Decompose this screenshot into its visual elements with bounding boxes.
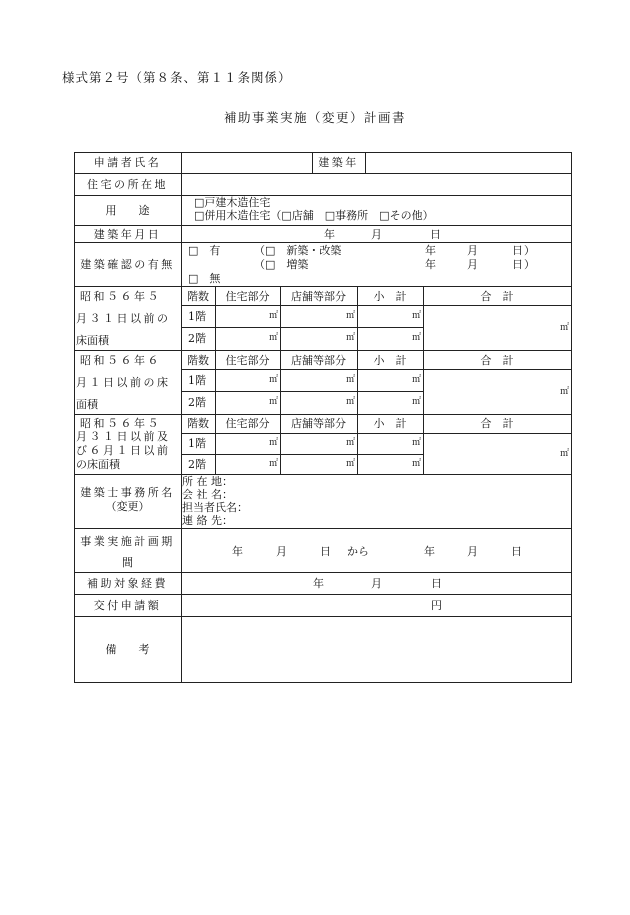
floor-section-1-label-line3: 床面積 bbox=[76, 334, 109, 347]
unit-sqm: ㎡ bbox=[268, 459, 278, 469]
floor-section-1-label-line2: 月３１日以前の bbox=[76, 312, 171, 325]
unit-sqm: ㎡ bbox=[345, 438, 355, 448]
subsidy-cost-month: 月 bbox=[371, 577, 382, 590]
confirmation-year-2: 年 bbox=[425, 258, 436, 271]
unit-sqm: ㎡ bbox=[411, 375, 421, 385]
col-subtotal-header: 小 計 bbox=[373, 290, 407, 303]
subsidy-cost-label: 補助対象経費 bbox=[87, 577, 168, 590]
col-subtotal-header: 小 計 bbox=[373, 354, 407, 367]
col-total-header: 合 計 bbox=[480, 417, 514, 430]
architect-address-field: 所 在 地： bbox=[182, 475, 233, 488]
project-period-label: 事業実施計画期 bbox=[80, 535, 175, 548]
unit-sqm: ㎡ bbox=[411, 459, 421, 469]
unit-sqm: ㎡ bbox=[411, 311, 421, 321]
grant-amount-yen: 円 bbox=[431, 599, 442, 612]
construction-year-label: 建築年 bbox=[318, 156, 359, 169]
confirmation-extension: （□ 増築 bbox=[254, 258, 309, 271]
period-from: から bbox=[347, 545, 369, 558]
floor-1-label: 1階 bbox=[188, 310, 206, 323]
floor-section-1-label-line1: 昭和５６年５ bbox=[80, 290, 161, 303]
usage-option-mixed: □併用木造住宅（□店舗 □事務所 □その他） bbox=[194, 209, 434, 222]
unit-sqm: ㎡ bbox=[268, 333, 278, 343]
period-start-month: 月 bbox=[276, 545, 287, 558]
period-start-year: 年 bbox=[232, 545, 243, 558]
confirmation-no: □ 無 bbox=[188, 272, 221, 285]
address-label: 住宅の所在地 bbox=[87, 178, 168, 191]
col-store-header: 店舗等部分 bbox=[291, 417, 346, 430]
build-date-label: 建築年月日 bbox=[93, 228, 162, 241]
confirmation-year-1: 年 bbox=[425, 244, 436, 257]
floor-section-3-label-line3: び６月１日以前 bbox=[76, 444, 171, 457]
total-unit-sqm: ㎡ bbox=[559, 387, 569, 397]
period-end-day: 日 bbox=[511, 545, 522, 558]
col-floor-header: 階数 bbox=[187, 354, 209, 367]
unit-sqm: ㎡ bbox=[345, 397, 355, 407]
floor-section-2-label-line3: 面積 bbox=[76, 398, 98, 411]
floor-1-label: 1階 bbox=[188, 374, 206, 387]
confirmation-new-build: （□ 新築・改築 bbox=[254, 244, 342, 257]
unit-sqm: ㎡ bbox=[345, 333, 355, 343]
architect-office-change-label: （変更） bbox=[105, 500, 150, 513]
total-unit-sqm: ㎡ bbox=[559, 449, 569, 459]
architect-office-label: 建築士事務所名 bbox=[80, 486, 175, 499]
unit-sqm: ㎡ bbox=[345, 459, 355, 469]
floor-2-label: 2階 bbox=[188, 396, 206, 409]
remarks-label: 備 考 bbox=[105, 643, 150, 656]
unit-sqm: ㎡ bbox=[268, 311, 278, 321]
build-date-month: 月 bbox=[371, 228, 382, 241]
confirmation-day-1: 日 bbox=[512, 244, 523, 257]
confirmation-month-2: 月 bbox=[467, 258, 478, 271]
unit-sqm: ㎡ bbox=[268, 438, 278, 448]
usage-option-detached: □戸建木造住宅 bbox=[194, 196, 271, 209]
unit-sqm: ㎡ bbox=[268, 397, 278, 407]
subsidy-cost-day: 日 bbox=[431, 577, 442, 590]
col-floor-header: 階数 bbox=[187, 417, 209, 430]
grant-amount-label: 交付申請額 bbox=[93, 599, 162, 612]
col-store-header: 店舗等部分 bbox=[291, 290, 346, 303]
period-end-year: 年 bbox=[424, 545, 435, 558]
building-confirmation-label: 建築確認の有無 bbox=[80, 258, 175, 271]
unit-sqm: ㎡ bbox=[345, 375, 355, 385]
floor-section-3-label-line1: 昭和５６年５ bbox=[80, 417, 161, 430]
unit-sqm: ㎡ bbox=[411, 333, 421, 343]
floor-section-2-label-line2: 月１日以前の床 bbox=[76, 376, 171, 389]
col-subtotal-header: 小 計 bbox=[373, 417, 407, 430]
unit-sqm: ㎡ bbox=[345, 311, 355, 321]
usage-label: 用 途 bbox=[105, 204, 150, 217]
col-residential-header: 住宅部分 bbox=[225, 417, 270, 430]
floor-section-3-label-line4: の床面積 bbox=[76, 458, 120, 471]
build-date-day: 日 bbox=[430, 228, 441, 241]
col-total-header: 合 計 bbox=[480, 290, 514, 303]
col-residential-header: 住宅部分 bbox=[225, 354, 270, 367]
unit-sqm: ㎡ bbox=[411, 397, 421, 407]
unit-sqm: ㎡ bbox=[268, 375, 278, 385]
total-unit-sqm: ㎡ bbox=[559, 323, 569, 333]
architect-phone-field: 連 絡 先： bbox=[182, 514, 233, 527]
floor-section-2-label-line1: 昭和５６年６ bbox=[80, 354, 161, 367]
confirmation-day-2: 日 bbox=[512, 258, 523, 271]
confirmation-yes: □ 有 bbox=[188, 244, 221, 257]
confirmation-month-1: 月 bbox=[467, 244, 478, 257]
unit-sqm: ㎡ bbox=[411, 438, 421, 448]
col-total-header: 合 計 bbox=[480, 354, 514, 367]
confirmation-close-2: ） bbox=[524, 258, 535, 271]
project-period-label-line2: 間 bbox=[122, 556, 133, 569]
subsidy-cost-year: 年 bbox=[313, 577, 324, 590]
architect-company-field: 会 社 名： bbox=[182, 488, 233, 501]
col-store-header: 店舗等部分 bbox=[291, 354, 346, 367]
floor-1-label: 1階 bbox=[188, 437, 206, 450]
applicant-name-label: 申請者氏名 bbox=[93, 156, 162, 169]
col-floor-header: 階数 bbox=[187, 290, 209, 303]
architect-contact-person-field: 担当者氏名： bbox=[182, 501, 248, 514]
floor-section-3-label-line2: 月３１日以前及 bbox=[76, 430, 171, 443]
document-title: 補助事業実施（変更）計画書 bbox=[223, 110, 406, 125]
col-residential-header: 住宅部分 bbox=[225, 290, 270, 303]
period-end-month: 月 bbox=[467, 545, 478, 558]
form-number: 様式第２号（第８条、第１１条関係） bbox=[62, 70, 292, 85]
period-start-day: 日 bbox=[320, 545, 331, 558]
floor-2-label: 2階 bbox=[188, 332, 206, 345]
floor-2-label: 2階 bbox=[188, 458, 206, 471]
build-date-year: 年 bbox=[324, 228, 335, 241]
confirmation-close-1: ） bbox=[524, 244, 535, 257]
